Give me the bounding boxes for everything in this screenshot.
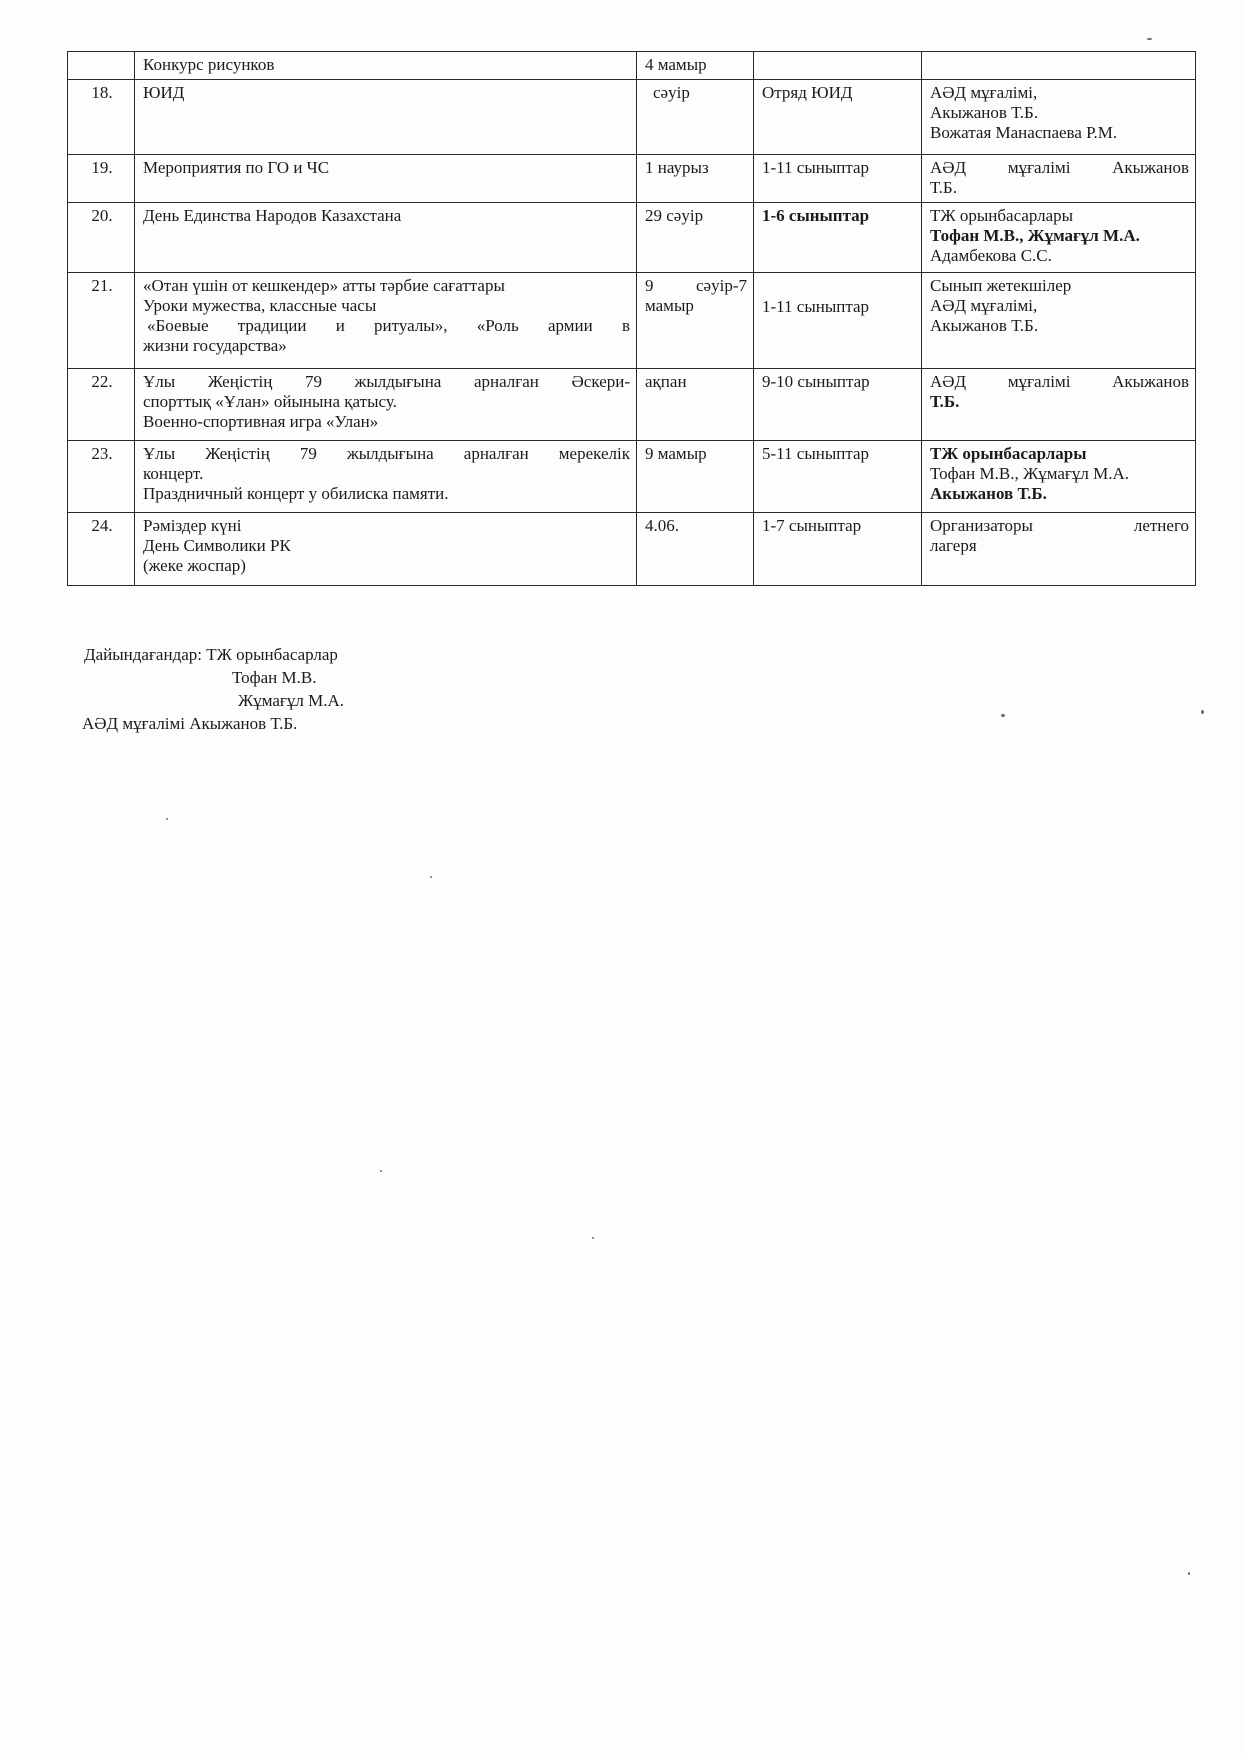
- responsible-line: Вожатая Манаспаева Р.М.: [930, 123, 1118, 142]
- event-line: концерт.: [143, 464, 204, 483]
- event-line: «Боевые традиции и ритуалы», «Роль армии в: [147, 316, 630, 335]
- table-row: [68, 80, 1196, 155]
- date-line: сәуір: [653, 83, 690, 102]
- event-line: Праздничный концерт у обилиска памяти.: [143, 484, 449, 503]
- responsible-line: Организаторы летнего: [930, 516, 1189, 535]
- participants-line: Отряд ЮИД: [762, 83, 853, 102]
- date-line: 29 сәуір: [645, 206, 704, 225]
- responsible-line: АӘД мұғалімі Акыжанов: [930, 372, 1189, 391]
- date-cell: [637, 369, 754, 441]
- date-line: 9 сәуір-7: [645, 276, 747, 295]
- event-line: Ұлы Жеңістің 79 жылдығына арналған Әскери-: [143, 372, 630, 391]
- responsible-line: Т.Б.: [930, 178, 957, 197]
- table-row: [68, 513, 1196, 586]
- responsible-line: Тофан М.В., Жұмағұл М.А.: [930, 464, 1129, 483]
- responsible-line: Акыжанов Т.Б.: [930, 484, 1047, 503]
- table-row: [68, 273, 1196, 369]
- event-line: Рәміздер күні: [143, 516, 242, 535]
- responsible-cell: [922, 441, 1196, 513]
- event-cell: [135, 441, 637, 513]
- table-row: [68, 441, 1196, 513]
- participants-cell: [754, 513, 922, 586]
- event-cell: [135, 513, 637, 586]
- participants-line: 1-11 сыныптар: [762, 297, 870, 316]
- event-line: спорттық «Ұлан» ойынына қатысу.: [143, 392, 397, 411]
- event-cell: [135, 52, 637, 80]
- event-line: Мероприятия по ГО и ЧС: [143, 158, 330, 177]
- responsible-line: Тофан М.В., Жұмағұл М.А.: [930, 226, 1140, 245]
- event-line: жизни государства»: [143, 336, 287, 355]
- participants-cell: [754, 273, 922, 369]
- event-cell: [135, 203, 637, 273]
- date-line: 1 наурыз: [645, 158, 709, 177]
- date-cell: [637, 441, 754, 513]
- responsible-cell: [922, 80, 1196, 155]
- responsible-line: Адамбекова С.С.: [930, 246, 1052, 265]
- event-line: Ұлы Жеңістің 79 жылдығына арналған мерекелік: [143, 444, 630, 463]
- date-line: 9 мамыр: [645, 444, 707, 463]
- event-cell: [135, 369, 637, 441]
- participants-line: 5-11 сыныптар: [762, 444, 870, 463]
- row-number: 22.: [68, 369, 135, 441]
- responsible-cell: [922, 513, 1196, 586]
- responsible-line: Акыжанов Т.Б.: [930, 316, 1039, 335]
- event-line: Уроки мужества, классные часы: [143, 296, 377, 315]
- responsible-line: ТЖ орынбасарлары: [930, 206, 1074, 225]
- participants-line: 9-10 сыныптар: [762, 372, 870, 391]
- responsible-line: Сынып жетекшілер: [930, 276, 1072, 295]
- prepared-by-teacher: АӘД мұғалімі Акыжанов Т.Б.: [82, 714, 298, 733]
- table-row: [68, 369, 1196, 441]
- row-number: 23.: [68, 441, 135, 513]
- date-cell: [637, 203, 754, 273]
- event-cell: [135, 273, 637, 369]
- scan-speck: [1147, 38, 1152, 40]
- event-line: (жеке жоспар): [143, 556, 246, 575]
- scan-speck: [430, 876, 432, 878]
- event-cell: [135, 155, 637, 203]
- row-number: 19.: [68, 155, 135, 203]
- date-cell: [637, 273, 754, 369]
- table-row: [68, 155, 1196, 203]
- row-number: 18.: [68, 80, 135, 155]
- responsible-line: АӘД мұғалімі,: [930, 296, 1038, 315]
- scan-speck: [1188, 1572, 1190, 1575]
- responsible-cell: [922, 155, 1196, 203]
- prepared-by-name: Тофан М.В.: [232, 668, 317, 687]
- table-row: [68, 203, 1196, 273]
- event-line: День Единства Народов Казахстана: [143, 206, 402, 225]
- event-line: День Символики РК: [143, 536, 291, 555]
- date-line: мамыр: [645, 296, 694, 315]
- responsible-line: АӘД мұғалімі Акыжанов: [930, 158, 1189, 177]
- events-plan-table: [67, 51, 1196, 586]
- scan-speck: [166, 818, 168, 820]
- responsible-line: АӘД мұғалімі,: [930, 83, 1038, 102]
- event-line: ЮИД: [143, 83, 185, 102]
- scan-speck: [1001, 714, 1005, 717]
- scan-speck: [380, 1170, 382, 1172]
- date-cell: [637, 80, 754, 155]
- participants-line: 1-6 сыныптар: [762, 206, 870, 225]
- row-number: 21.: [68, 273, 135, 369]
- date-line: 4 мамыр: [645, 55, 707, 74]
- scan-speck: [1201, 710, 1204, 714]
- participants-cell: [754, 203, 922, 273]
- participants-line: 1-11 сыныптар: [762, 158, 870, 177]
- prepared-by-name: Жұмағұл М.А.: [238, 691, 345, 710]
- responsible-line: Акыжанов Т.Б.: [930, 103, 1039, 122]
- event-cell: [135, 80, 637, 155]
- participants-cell: [754, 52, 922, 80]
- participants-cell: [754, 80, 922, 155]
- date-line: 4.06.: [645, 516, 679, 535]
- scan-speck: [592, 1237, 594, 1239]
- prepared-by-block: [84, 643, 344, 735]
- date-cell: [637, 513, 754, 586]
- participants-cell: [754, 369, 922, 441]
- responsible-line: Т.Б.: [930, 392, 960, 411]
- date-cell: [637, 52, 754, 80]
- table-row: [68, 52, 1196, 80]
- responsible-cell: [922, 52, 1196, 80]
- date-cell: [637, 155, 754, 203]
- row-number: 24.: [68, 513, 135, 586]
- event-line: Конкурс рисунков: [143, 55, 275, 74]
- date-line: ақпан: [645, 372, 687, 391]
- participants-cell: [754, 441, 922, 513]
- row-number: 20.: [68, 203, 135, 273]
- prepared-by-title: Дайындағандар: ТЖ орынбасарлар: [84, 645, 338, 664]
- participants-cell: [754, 155, 922, 203]
- responsible-line: ТЖ орынбасарлары: [930, 444, 1087, 463]
- row-number: [68, 52, 135, 80]
- event-line: Военно-спортивная игра «Улан»: [143, 412, 379, 431]
- responsible-cell: [922, 203, 1196, 273]
- participants-line: 1-7 сыныптар: [762, 516, 862, 535]
- responsible-cell: [922, 369, 1196, 441]
- responsible-cell: [922, 273, 1196, 369]
- responsible-line: лагеря: [930, 536, 977, 555]
- event-line: «Отан үшін от кешкендер» атты тәрбие сағаттары: [143, 276, 505, 295]
